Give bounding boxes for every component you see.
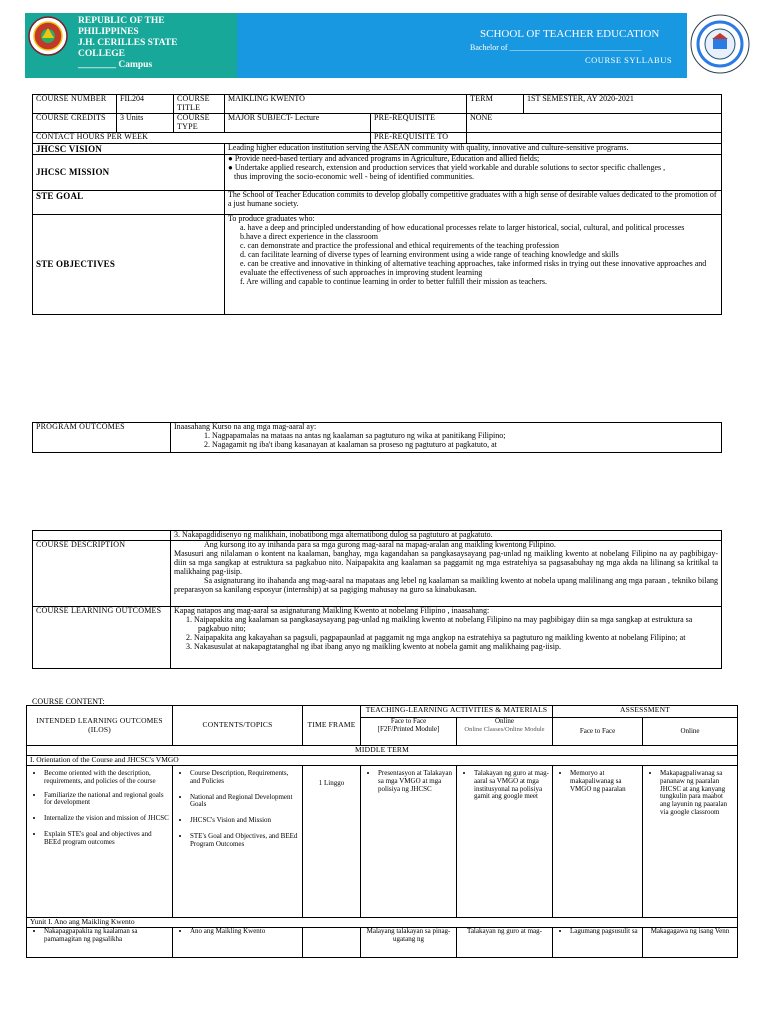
header-topics: CONTENTS/TOPICS <box>173 706 303 746</box>
program-outcomes-intro: Inaasahang Kurso na ang mga mag-aaral ay: <box>174 422 317 431</box>
header-left-text <box>78 16 238 71</box>
mission-text <box>225 154 722 190</box>
school-name: SCHOOL OF TEACHER EDUCATION <box>480 28 660 40</box>
term-value: 1ST SEMESTER, AY 2020-2021 <box>524 95 722 114</box>
r2-tla-online-cell: Talakayan ng guro at mag- <box>457 928 553 958</box>
section-orientation-row: I. Orientation of the Course and JHCSC's VMGO <box>27 756 738 766</box>
r2-assess-f2f-cell <box>553 928 643 958</box>
prereq-label: PRE-REQUISITE <box>371 113 467 132</box>
course-syllabus-label: COURSE SYLLABUS <box>585 55 673 65</box>
header-tla-f2f <box>361 718 457 746</box>
program-outcome-1: 1. Nagpapamalas na mataas na antas ng kaalaman sa pagtuturo ng wika at panitikang Filipino; <box>204 430 506 440</box>
header-tla-online <box>457 718 553 746</box>
blank-cell <box>33 531 171 541</box>
section-unit1-row: Yunit I. Ano ang Maikling Kwento <box>27 918 738 928</box>
header-tla-f2f-title: Face to Face <box>390 717 427 725</box>
course-number-label: COURSE NUMBER <box>33 95 117 114</box>
r2-tla-f2f-cell: Malayang talakayan sa pinag-ugatang ng <box>361 928 457 958</box>
prereq-value: NONE <box>467 113 722 132</box>
header-tla-online-sub: Online Classes/Online Module <box>464 725 545 733</box>
topic-item-1: • Course Description, Requirements, and Policies <box>190 770 299 786</box>
objective-f: f. Are willing and capable to continue learning in order to better fulfill their mission as teachers. <box>240 276 548 286</box>
topic-item-2: • National and Regional Development Goals <box>190 794 299 810</box>
course-credits-label: COURSE CREDITS <box>33 113 117 132</box>
ilo-cell <box>27 766 173 918</box>
course-title-value: MAIKLING KWENTO <box>225 95 467 114</box>
assess-online-cell <box>643 766 738 918</box>
ste-seal-right-icon <box>690 14 750 74</box>
vision-text: Leading higher education institution serving the ASEAN community with quality, innovative and culture-sensitive programs. <box>225 143 722 154</box>
college-seal-left-icon <box>28 16 68 56</box>
course-type-label: COURSE TYPE <box>174 113 225 132</box>
course-description-text <box>171 541 722 607</box>
course-type-value: MAJOR SUBJECT- Lecture <box>225 113 371 132</box>
ilo-item-1: • Become oriented with the description, requirements, and policies of the course <box>44 770 169 786</box>
topics-cell <box>173 766 303 918</box>
assess-f2f-item: • Memoryo at makapaliwanag sa VMGO ng paaralan <box>570 770 639 793</box>
r2-assess-online-cell: Makagagawa ng isang Venn <box>643 928 738 958</box>
r2-ilo-item: • Nakapagpapakita ng kaalaman sa pamamagitan ng pagsalikha <box>44 928 169 944</box>
assess-online-item: • Makapagpaliwanag sa pananaw ng paaralan JHCSC at ang kanyang tungkulin para maabot ang layunin ng paaralan via google classroom <box>660 770 734 817</box>
description-p2: Masusuri ang nilalaman o kontent na kaalaman, banghay, mga kagandahan sa pangkasaysayang pag-unlad ng maikling kwento at nobelang Filipino na ay pagbibigay-diin sa mga sangkap at estruktura sa pagkabuo nito. Naipapakita ang kaalaman sa paggamit ng mga estratehiya sa pagsasabuhay ng mga akda na lilinang sa kritikal ta malikhaing pag-iisip. <box>174 548 718 576</box>
contact-hours-label: CONTACT HOURS PER WEEK <box>33 132 371 143</box>
clo-label: COURSE LEARNING OUTCOMES <box>33 607 171 669</box>
r2-topic-cell <box>173 928 303 958</box>
assess-f2f-cell <box>553 766 643 918</box>
prereq-to-label: PRE-REQUISITE TO <box>371 132 467 143</box>
topic-item-4: • STE's Goal and Objectives, and BEEd Program Outcomes <box>190 833 299 849</box>
mission-label: JHCSC MISSION <box>33 154 225 190</box>
time-frame-cell: 1 Linggo <box>303 766 361 918</box>
header-time-frame: TIME FRAME <box>303 706 361 746</box>
description-p3: Sa asignaturang ito ihahanda ang mag-aaral na mapataas ang lebel ng kaalaman sa maikling kwento at nobela upang malilinang ang mga paraan , tekniko bilang preparasyon sa kanilang esposyur (internship) at sa pagiging mahusay na guro sa kinabukasan. <box>174 575 718 594</box>
tla-online-item: • Talakayan ng guro at mag-aaral sa VMGO at mga institusyonal na polisiya gamit ang google meet <box>474 770 549 801</box>
header-line-1: REPUBLIC OF THE <box>78 16 165 26</box>
course-content-table <box>26 705 738 958</box>
course-title-label: COURSE TITLE <box>174 95 225 114</box>
clo-item-2: 2. Naipapakita ang kakayahan sa pagsuli, pagpapaunlad at paggamit ng mga angkop na estratehiya sa pagtuturo ng maikling kwento at nobelang Filipino; at <box>186 632 686 642</box>
program-outcome-3: 3. Nakapagdidisenyo ng malikhain, inobatibong mga alternatibong dulog sa pagtuturo at pagkatuto. <box>171 531 722 541</box>
header-assess-online: Online <box>643 718 738 746</box>
vision-label: JHCSC VISION <box>33 143 225 154</box>
r2-assess-f2f-item: • Lagumang pagsusulit sa <box>570 928 639 936</box>
header-line-2: PHILIPPINES <box>78 27 139 37</box>
goal-text: The School of Teacher Education commits to develop globally competitive graduates with a high sense of desirable values dedicated to the promotion of a just humane society. <box>225 190 722 214</box>
header-assess-f2f: Face to Face <box>553 718 643 746</box>
term-label: TERM <box>467 95 524 114</box>
program-outcomes-table <box>32 422 722 453</box>
header-tla-f2f-sub: [F2F/Printed Module] <box>377 724 440 733</box>
objective-e: e. can be creative and innovative in thinking of alternative teaching approaches, take informed risks in trying out these innovative approaches and evaluate the effectiveness of such approaches in improving student learning <box>240 258 707 277</box>
bachelor-line: Bachelor of _________________________________ <box>470 43 642 52</box>
program-outcomes-text <box>171 423 722 453</box>
prereq-to-value <box>467 132 722 143</box>
clo-item-1: 1. Naipapakita ang kaalaman sa pangkasaysayang pag-unlad ng maikling kwento at nobelang Filipino na may pagbibigay diin sa mga sangkap at estruktura sa pagkabuo nito; <box>186 614 693 633</box>
mission-item-3: thus improving the socio-economic well - being of identified communities. <box>234 171 474 181</box>
goal-label: STE GOAL <box>33 190 225 214</box>
r2-ilo-cell <box>27 928 173 958</box>
ilo-item-3: • Internalize the vision and mission of JHCSC <box>44 815 169 823</box>
tla-online-cell <box>457 766 553 918</box>
objective-d: d. can facilitate learning of diverse types of learning environment using a wide range of teaching knowledge and skills <box>240 249 619 259</box>
course-info-table <box>32 94 722 315</box>
objectives-label: STE OBJECTIVES <box>33 214 225 314</box>
tla-f2f-cell <box>361 766 457 918</box>
course-number-value: FIL204 <box>117 95 174 114</box>
header-line-3: J.H. CERILLES STATE <box>78 38 178 48</box>
clo-intro: Kapag natapos ang mag-aaral sa asignaturang Maikling Kwento at nobelang Filipino , inaasahang: <box>174 606 490 615</box>
ilo-item-2: • Familiarize the national and regional goals for development <box>44 792 169 808</box>
mission-item-2: ● Undertake applied research, extension and production services that yield workable and durable solutions to sector specific challenges , <box>228 162 666 172</box>
program-outcomes-label: PROGRAM OUTCOMES <box>33 423 171 453</box>
header-assessment: ASSESSMENT <box>553 706 738 718</box>
course-description-label: COURSE DESCRIPTION <box>33 541 171 607</box>
objective-c: c. can demonstrate and practice the professional and ethical requirements of the teaching profession <box>240 240 559 250</box>
objective-a: a. have a deep and principled understanding of how educational processes relate to larger historical, social, cultural, and political processes <box>240 222 685 232</box>
topic-item-3: • JHCSC's Vision and Mission <box>190 817 299 825</box>
objective-b: b.have a direct experience in the classroom <box>240 231 378 241</box>
header-line-5: ________ Campus <box>78 60 153 70</box>
description-table <box>32 530 722 669</box>
ilo-item-4: • Explain STE's goal and objectives and BEEd program outcomes <box>44 831 169 847</box>
program-outcome-2: 2. Nagagamit ng iba't ibang kasanayan at kaalaman sa proseso ng pagtuturo at pagkatuto, at <box>204 439 497 449</box>
header-line-4: COLLEGE <box>78 49 125 59</box>
tla-f2f-item: • Presentasyon at Talakayan sa mga VMGO at mga polisiya ng JHCSC <box>378 770 453 793</box>
objectives-intro: To produce graduates who: <box>228 213 315 223</box>
description-p1: Ang kursong ito ay inihanda para sa mga gurong mag-aaral na mapag-aralan ang maikling kwentong Filipino. <box>204 540 556 549</box>
header-tla-online-title: Online <box>494 717 515 725</box>
course-credits-value: 3 Units <box>117 113 174 132</box>
r2-topic-item: • Ano ang Maikling Kwento <box>190 928 299 936</box>
header-tla: TEACHING-LEARNING ACTIVITIES & MATERIALS <box>361 706 553 718</box>
clo-text <box>171 607 722 669</box>
objectives-text <box>225 214 722 314</box>
mission-item-1: ● Provide need-based tertiary and advanced programs in Agriculture, Education and allied fields; <box>228 153 540 163</box>
header-ilo: INTENDED LEARNING OUTCOMES (ILOS) <box>27 706 173 746</box>
course-content-caption: COURSE CONTENT: <box>32 697 105 706</box>
r2-time-cell <box>303 928 361 958</box>
middle-term-row: MIDDLE TERM <box>27 746 738 756</box>
clo-item-3: 3. Nakasusulat at nakapagtatanghal ng ibat ibang anyo ng maikling kwento at nobela gamit ang malikhaing pag-iisip. <box>186 641 562 651</box>
